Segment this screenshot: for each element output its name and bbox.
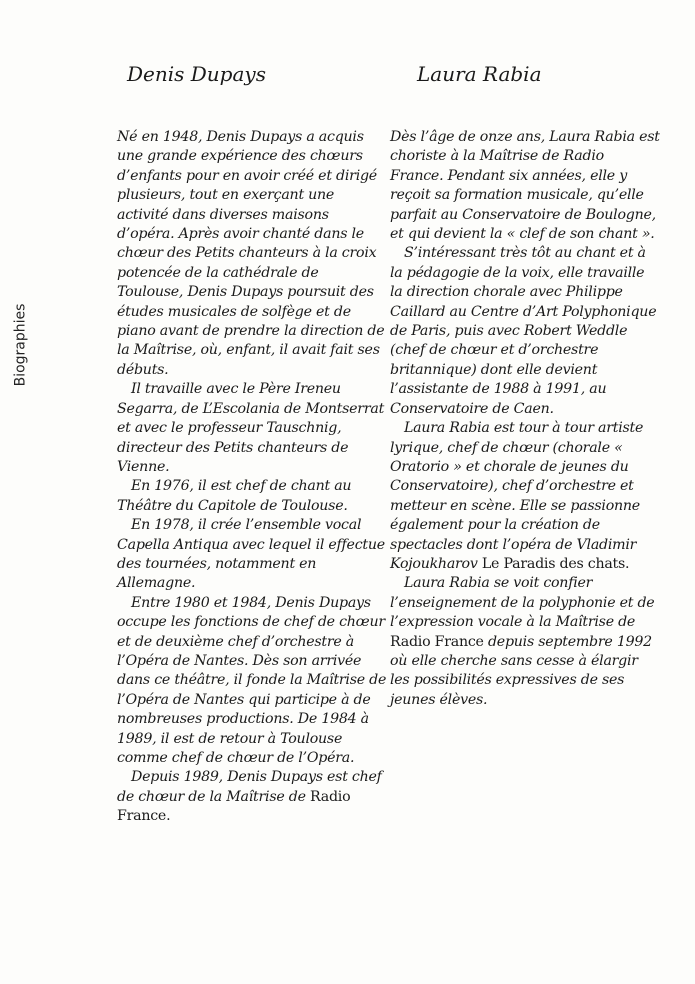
biography-denis-dupays xyxy=(117,60,387,827)
bio-paragraph: En 1978, il crée l’ensemble vocal Capella Antiqua avec lequel il effectue des tournées, notamment en Allemagne. xyxy=(117,517,385,592)
bio-paragraph-text: Depuis 1989, Denis Dupays est chef de chœur de la Maîtrise de xyxy=(117,769,382,805)
bio-paragraph: Il travaille avec le Père Ireneu Segarra, de L’Escolania de Montserrat et avec le professeur Tauschnig, directeur des Petits chanteurs de Vienne. xyxy=(117,381,385,475)
bio-paragraph-text: depuis septembre 1992 où elle cherche sans cesse à élargir les possibilités expressives de ses jeunes élèves. xyxy=(390,633,652,708)
bio-text-right xyxy=(390,128,660,710)
bio-paragraph: Né en 1948, Denis Dupays a acquis une grande expérience des chœurs d’enfants pour en avoir créé et dirigé plusieurs, tout en exerçant une activité dans diverses maisons d’opéra. Après avoir chanté dans le chœur des Petits chanteurs à la croix potencée de la cathédrale de Toulouse, Denis Dupays poursuit des études musicales de solfège et de piano avant de prendre la direction de la Maîtrise, où, enfant, il avait fait ses débuts. xyxy=(117,129,385,378)
section-label-text: Biographies xyxy=(12,303,28,387)
radio-france-text: Radio France. xyxy=(117,788,351,825)
bio-paragraph xyxy=(390,419,660,574)
bio-paragraph: En 1976, il est chef de chant au Théâtre du Capitole de Toulouse. xyxy=(117,478,352,514)
bio-paragraph-text: Laura Rabia est tour à tour artiste lyrique, chef de chœur (chorale « Oratorio » et chorale de jeunes du Conservatoire), chef d’orchestre et metteur en scène. Elle se passionne également pour la création de spectacles dont l’opéra de Vladimir Kojoukharov xyxy=(390,420,644,572)
radio-france-text: Radio France xyxy=(390,633,484,650)
bio-text-left xyxy=(117,128,387,827)
opera-title: Le Paradis des chats. xyxy=(481,555,630,572)
bio-paragraph xyxy=(390,574,660,710)
bio-name-left: Denis Dupays xyxy=(127,62,266,86)
bio-paragraph-text: Laura Rabia se voit confier l’enseignement de la polyphonie et de l’expression vocale à la Maîtrise de xyxy=(390,575,655,631)
bio-paragraph xyxy=(117,768,387,826)
biography-laura-rabia xyxy=(390,60,660,710)
bio-paragraph: Dès l’âge de onze ans, Laura Rabia est choriste à la Maîtrise de Radio France. Pendant six années, elle y reçoit sa formation musicale, qu’elle parfait au Conservatoire de Boulogne, et qui devient la « clef de son chant ». xyxy=(390,129,660,243)
bio-name-right: Laura Rabia xyxy=(417,62,542,86)
bio-paragraph: Entre 1980 et 1984, Denis Dupays occupe les fonctions de chef de chœur et de deuxième chef d’orchestre à l’Opéra de Nantes. Dès son arrivée dans ce théâtre, il fonde la Maîtrise de l’Opéra de Nantes qui participe à de nombreuses productions. De 1984 à 1989, il est de retour à Toulouse comme chef de chœur de l’Opéra. xyxy=(117,594,387,766)
section-label xyxy=(8,300,32,390)
bio-paragraph: S’intéressant très tôt au chant et à la pédagogie de la voix, elle travaille la direction chorale avec Philippe Caillard au Centre d’Art Polyphonique de Paris, puis avec Robert Weddle (chef de chœur et d’orchestre britannique) dont elle devient l’assistante de 1988 à 1991, au Conservatoire de Caen. xyxy=(390,245,657,417)
